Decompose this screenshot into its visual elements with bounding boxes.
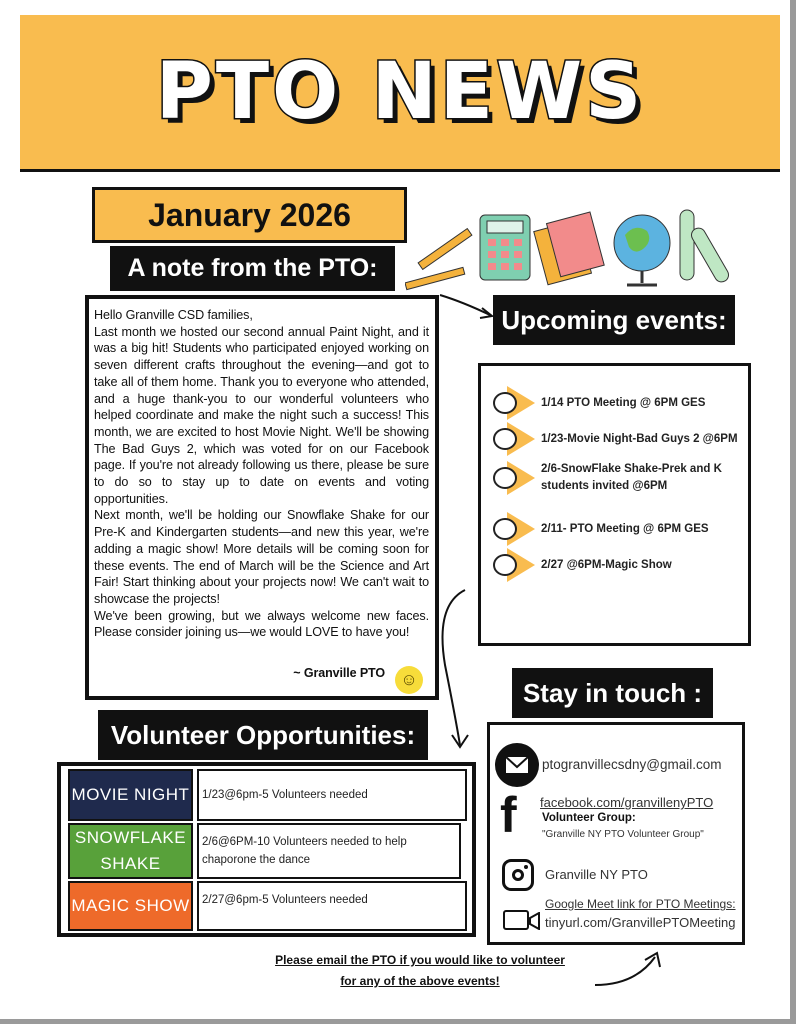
events-heading: Upcoming events: <box>493 295 735 345</box>
bullet-icon <box>491 461 535 495</box>
bullet-icon <box>491 386 535 420</box>
school-supplies-illustration <box>405 205 740 295</box>
email-icon <box>495 743 539 787</box>
footer-line: Please email the PTO if you would like to volunteer <box>275 953 565 967</box>
event-item <box>491 548 672 582</box>
volunteer-event-label: MAGIC SHOW <box>68 881 193 931</box>
volunteer-detail: 1/23@6pm-5 Volunteers needed <box>197 769 467 821</box>
bullet-icon <box>491 548 535 582</box>
volunteer-row <box>68 823 461 879</box>
note-heading: A note from the PTO: <box>110 246 395 291</box>
volunteer-detail: 2/27@6pm-5 Volunteers needed <box>197 881 467 931</box>
volunteer-detail: 2/6@6PM-10 Volunteers needed to help chaporone the dance <box>197 823 461 879</box>
volunteer-row <box>68 881 467 931</box>
footer-note <box>230 950 610 992</box>
email-link[interactable]: ptogranvillecsdny@gmail.com <box>542 757 722 772</box>
header-banner <box>20 15 780 172</box>
meet-label: Google Meet link for PTO Meetings: <box>545 897 736 911</box>
volunteer-event-label: SNOWFLAKE SHAKE <box>68 823 193 879</box>
note-signature: ~ Granville PTO <box>293 666 385 681</box>
event-item <box>491 512 709 546</box>
event-item <box>491 461 736 495</box>
globe-icon <box>614 215 670 285</box>
facebook-icon: f <box>500 787 517 843</box>
event-item <box>491 422 738 456</box>
video-camera-icon <box>503 910 529 930</box>
volunteer-row <box>68 769 467 821</box>
event-text: 2/11- PTO Meeting @ 6PM GES <box>541 522 709 535</box>
note-paragraph: Last month we hosted our second annual Paint Night, and it was a big hit! Students who participated enjoyed working on seven different crafts throughout the evening—and got to take all of them home. Thank you to everyone who attended, and a huge thank-you to our wonderful volunteers who helped coordinate and make the night such a success! This month, we are excited to host Movie Night. We'll be showing The Bad Guys 2, which was voted for on our Facebook page. If you're not already following us there, please be sure to do so to stay up to date on events and voting opportunities. <box>94 324 429 506</box>
volunteer-group-name: "Granville NY PTO Volunteer Group" <box>542 829 704 840</box>
video-camera-lens-icon <box>529 912 541 930</box>
note-paragraph: We've been growing, but we always welcome new faces. Please consider joining us—we would LOVE to have you! <box>94 608 429 640</box>
notebooks-icon <box>534 212 604 285</box>
contact-box <box>487 722 745 945</box>
calculator-icon <box>480 215 530 280</box>
event-text: 1/23-Movie Night-Bad Guys 2 @6PM <box>541 432 738 445</box>
instagram-handle[interactable]: Granville NY PTO <box>545 867 648 882</box>
facebook-link[interactable]: facebook.com/granvillenyPTO <box>540 795 714 810</box>
test-tubes-icon <box>680 210 731 284</box>
bullet-icon <box>491 512 535 546</box>
bullet-icon <box>491 422 535 456</box>
instagram-icon <box>502 859 534 891</box>
meet-link[interactable]: tinyurl.com/GranvillePTOMeeting <box>545 915 736 930</box>
note-paragraph: Hello Granville CSD families, <box>94 308 253 322</box>
newsletter-title: PTO NEWS <box>155 47 645 137</box>
volunteer-event-label: MOVIE NIGHT <box>68 769 193 821</box>
event-text: 2/27 @6PM-Magic Show <box>541 558 672 571</box>
event-item <box>491 386 705 420</box>
volunteer-table <box>57 762 476 937</box>
pencil-icon <box>405 229 472 290</box>
contact-heading: Stay in touch : <box>512 668 713 718</box>
events-list <box>478 363 751 646</box>
event-text: 1/14 PTO Meeting @ 6PM GES <box>541 396 706 409</box>
curved-arrow-icon <box>590 945 670 990</box>
arrow-icon <box>438 290 498 330</box>
note-paragraph: Next month, we'll be holding our Snowflake Shake for our Pre-K and Kindergarten students—and new this year, we're adding a magic show! More details will be coming soon for these events. The end of March will be the Science and Art Fair! Start thinking about your projects now! We can't wait to showcase the projects! <box>94 508 429 606</box>
footer-line: for any of the above events! <box>340 974 500 988</box>
page-edge <box>790 0 796 1024</box>
volunteer-group-label: Volunteer Group: <box>542 812 636 824</box>
month-label: January 2026 <box>92 187 407 243</box>
page-edge-bottom <box>0 1019 796 1024</box>
note-letter <box>85 295 439 700</box>
smiley-icon: ☺ <box>395 666 423 694</box>
event-text: 2/6-SnowFlake Shake-Prek and K students invited @6PM <box>541 463 722 492</box>
curved-arrow-icon <box>430 585 480 755</box>
volunteer-heading: Volunteer Opportunities: <box>98 710 428 760</box>
